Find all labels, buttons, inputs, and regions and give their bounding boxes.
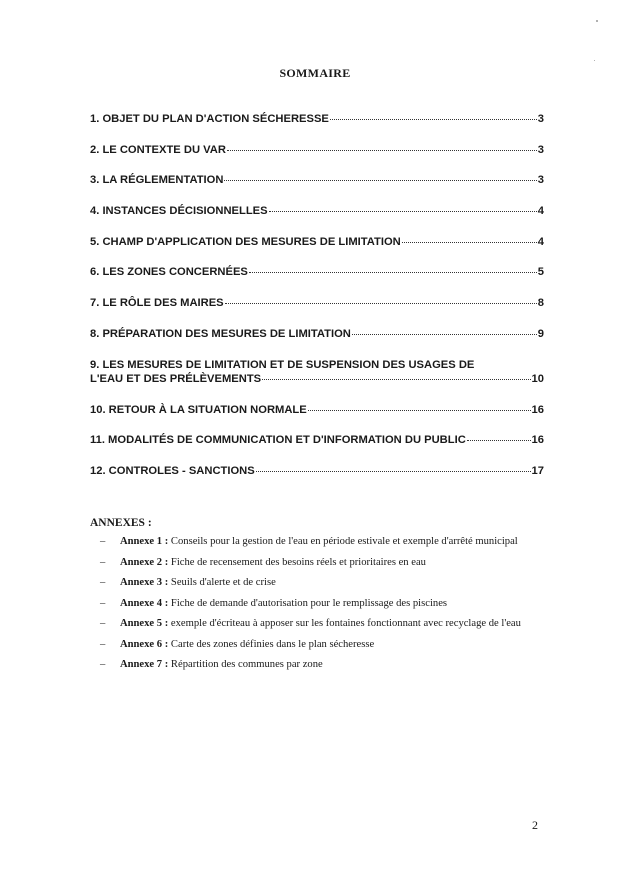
- dash-bullet: –: [100, 638, 106, 650]
- toc-entry-10[interactable]: [90, 403, 544, 434]
- toc-label: 3. LA RÉGLEMENTATION: [90, 174, 224, 187]
- toc-page-number: 16: [531, 403, 544, 416]
- scan-speck: [596, 20, 598, 22]
- toc-label: 11. MODALITÉS DE COMMUNICATION ET D'INFORMATION DU PUBLIC: [90, 434, 466, 447]
- toc-label: 8. PRÉPARATION DES MESURES DE LIMITATION: [90, 327, 351, 340]
- toc-page-number: 3: [537, 113, 544, 125]
- annex-label: Annexe 6 :: [120, 638, 169, 650]
- toc-entry-9[interactable]: [90, 358, 544, 403]
- toc-label: 1. OBJET DU PLAN D'ACTION SÉCHERESSE: [90, 113, 329, 125]
- dash-bullet: –: [100, 577, 106, 588]
- annex-label: Annexe 1 :: [120, 536, 169, 547]
- toc-leader-dots: [352, 334, 537, 335]
- toc-entry-11[interactable]: [90, 433, 544, 464]
- toc-page-number: 10: [531, 372, 544, 385]
- toc-label: 10. RETOUR À LA SITUATION NORMALE: [90, 403, 307, 416]
- toc-page-number: 17: [531, 464, 544, 477]
- toc-page-number: 9: [537, 327, 544, 340]
- annex-description: Fiche de demande d'autorisation pour le remplissage des piscines: [170, 597, 448, 609]
- dash-bullet: –: [100, 597, 106, 609]
- annex-description: exemple d'écriteau à apposer sur les fontaines fonctionnant avec recyclage de l'eau: [170, 618, 521, 629]
- annexes-heading: ANNEXES :: [90, 517, 152, 529]
- scan-speck: [594, 60, 595, 61]
- dash-bullet: –: [100, 556, 106, 568]
- toc-page-number: 16: [531, 434, 544, 447]
- annex-label: Annexe 4 :: [120, 597, 169, 609]
- annex-item-3: [100, 576, 545, 590]
- dash-bullet: –: [100, 659, 106, 670]
- toc-leader-dots: [467, 440, 531, 441]
- toc-label-line2: L'EAU ET DES PRÉLÈVEMENTS: [90, 372, 262, 385]
- toc-page-number: 4: [537, 235, 544, 248]
- toc-entry-3[interactable]: [90, 173, 544, 204]
- toc-page-number: 3: [537, 143, 544, 156]
- toc-leader-dots: [256, 471, 531, 472]
- page-number: 2: [532, 818, 538, 832]
- toc-page-number: 4: [537, 205, 544, 218]
- page-title: SOMMAIRE: [279, 66, 351, 80]
- toc-leader-dots: [269, 211, 537, 212]
- toc-leader-dots: [402, 242, 537, 243]
- annex-label: Annexe 7 :: [120, 659, 169, 670]
- toc-entry-1[interactable]: [90, 112, 544, 143]
- toc-entry-12[interactable]: [90, 464, 544, 495]
- toc-entry-4[interactable]: [90, 204, 544, 235]
- toc-entry-8[interactable]: [90, 327, 544, 358]
- annex-description: Conseils pour la gestion de l'eau en période estivale et exemple d'arrêté municipal: [170, 536, 518, 547]
- annex-label: Annexe 5 :: [120, 618, 169, 629]
- annexes-list: [100, 535, 545, 679]
- toc-label: 7. LE RÔLE DES MAIRES: [90, 297, 224, 310]
- annex-description: Seuils d'alerte et de crise: [170, 577, 276, 588]
- toc-entry-2[interactable]: [90, 143, 544, 174]
- annex-item-5: [100, 617, 545, 631]
- toc-label-line2-row: [90, 372, 544, 386]
- toc-entry-6[interactable]: [90, 265, 544, 296]
- toc-label-line1: 9. LES MESURES DE LIMITATION ET DE SUSPENSION DES USAGES DE: [90, 358, 475, 371]
- annex-label: Annexe 3 :: [120, 577, 169, 588]
- toc-page-number: 3: [537, 174, 544, 187]
- toc-page-number: 8: [537, 297, 544, 310]
- annex-item-1: [100, 535, 545, 549]
- toc-label: 12. CONTROLES - SANCTIONS: [90, 464, 255, 477]
- toc-leader-dots: [249, 272, 537, 273]
- toc-label: 4. INSTANCES DÉCISIONNELLES: [90, 205, 268, 218]
- toc-entry-5[interactable]: [90, 235, 544, 266]
- toc-page-number: 5: [537, 266, 544, 279]
- toc-leader-dots: [330, 119, 537, 120]
- toc-label: 6. LES ZONES CONCERNÉES: [90, 266, 248, 279]
- dash-bullet: –: [100, 618, 106, 629]
- toc-label: 2. LE CONTEXTE DU VAR: [90, 143, 226, 156]
- annex-item-7: [100, 658, 545, 672]
- toc-leader-dots: [224, 180, 536, 181]
- toc-leader-dots: [308, 410, 531, 411]
- annex-description: Carte des zones définies dans le plan sécheresse: [170, 638, 375, 650]
- toc-entry-7[interactable]: [90, 296, 544, 327]
- toc-label: 5. CHAMP D'APPLICATION DES MESURES DE LIMITATION: [90, 235, 401, 248]
- annex-item-2: [100, 556, 545, 570]
- toc-leader-dots: [227, 150, 537, 151]
- dash-bullet: –: [100, 536, 106, 547]
- annex-label: Annexe 2 :: [120, 556, 169, 568]
- toc-leader-dots: [225, 303, 537, 304]
- annex-item-6: [100, 638, 545, 652]
- annex-description: Répartition des communes par zone: [170, 659, 323, 670]
- annex-description: Fiche de recensement des besoins réels et prioritaires en eau: [170, 556, 426, 568]
- annex-item-4: [100, 597, 545, 611]
- toc-leader-dots: [262, 379, 530, 380]
- table-of-contents: [90, 112, 544, 495]
